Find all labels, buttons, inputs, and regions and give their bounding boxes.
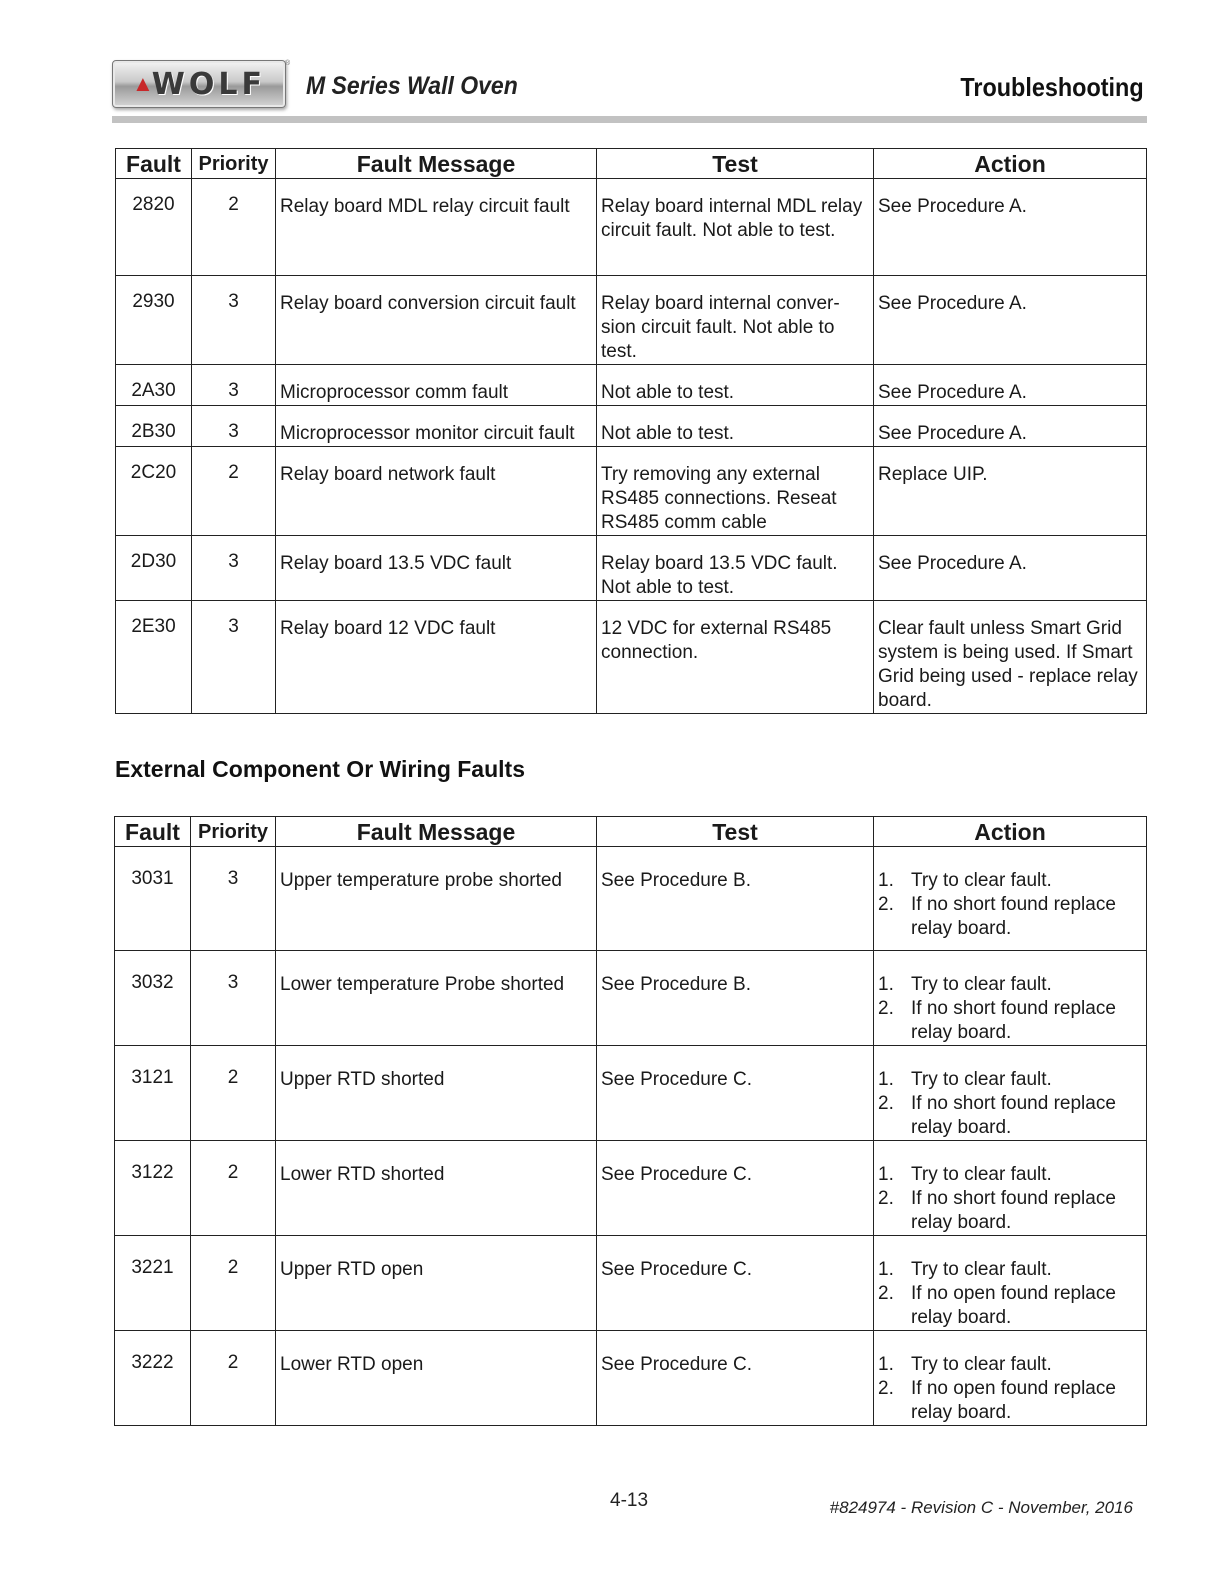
fault-message: Upper temperature probe shorted (276, 847, 597, 951)
table-row (115, 1236, 1147, 1331)
priority: 2 (191, 1236, 276, 1331)
action-step (878, 997, 1143, 1045)
step-text: If no short found replace relay board. (911, 894, 1116, 939)
step-text: Try to clear fault. (911, 1354, 1052, 1375)
action-step (878, 1163, 1143, 1187)
priority: 2 (192, 179, 276, 276)
action-steps (874, 1046, 1147, 1141)
col-test: Test (597, 817, 874, 847)
fault-code: 2C20 (116, 447, 192, 536)
fault-message: Relay board MDL relay circuit fault (276, 179, 597, 276)
priority: 3 (191, 951, 276, 1046)
step-number: 1. (878, 1069, 894, 1090)
fault-message: Relay board 13.5 VDC fault (276, 536, 597, 601)
fault-code: 3032 (115, 951, 191, 1046)
document-revision: #824974 - Revision C - November, 2016 (829, 1498, 1133, 1517)
step-text: Try to clear fault. (911, 974, 1052, 995)
step-text: If no short found replace relay board. (911, 1188, 1116, 1233)
logo-text: WOLF (151, 66, 266, 102)
action-step (878, 1353, 1143, 1377)
action-text: See Procedure A. (874, 365, 1147, 406)
priority: 2 (191, 1046, 276, 1141)
flame-icon: ▲ (132, 71, 154, 96)
test-text: Not able to test. (597, 406, 874, 447)
col-test: Test (597, 149, 874, 179)
action-step (878, 893, 1143, 941)
step-number: 2. (878, 1188, 894, 1209)
fault-message: Microprocessor monitor circuit fault (276, 406, 597, 447)
step-number: 2. (878, 1283, 894, 1304)
priority: 2 (192, 447, 276, 536)
table-row (116, 406, 1147, 447)
page-number: 4-13 (610, 1490, 649, 1511)
action-text: Replace UIP. (874, 447, 1147, 536)
action-step (878, 973, 1143, 997)
action-step (878, 1187, 1143, 1235)
col-fault: Fault (115, 817, 191, 847)
step-text: If no short found replace relay board. (911, 1093, 1116, 1138)
priority: 2 (191, 1331, 276, 1426)
fault-code: 2930 (116, 276, 192, 365)
table-header-row (116, 149, 1147, 179)
step-text: Try to clear fault. (911, 1069, 1052, 1090)
fault-code: 2E30 (116, 601, 192, 714)
fault-code: 2A30 (116, 365, 192, 406)
step-text: If no short found replace relay board. (911, 998, 1116, 1043)
test-text: See Procedure C. (597, 1236, 874, 1331)
fault-code: 2B30 (116, 406, 192, 447)
step-text: If no open found replace relay board. (911, 1378, 1116, 1423)
action-text: See Procedure A. (874, 406, 1147, 447)
table-row (116, 276, 1147, 365)
table-row (115, 1046, 1147, 1141)
fault-message: Relay board network fault (276, 447, 597, 536)
test-text: See Procedure C. (597, 1331, 874, 1426)
col-fault: Fault (116, 149, 192, 179)
col-priority: Priority (192, 149, 276, 179)
trademark-mark: ® (285, 60, 291, 67)
action-steps (874, 1331, 1147, 1426)
col-fault-message: Fault Message (276, 149, 597, 179)
test-text: Relay board internal MDL relay circuit fault. Not able to test. (597, 179, 874, 276)
col-priority: Priority (191, 817, 276, 847)
priority: 3 (191, 847, 276, 951)
test-text: See Procedure B. (597, 847, 874, 951)
col-fault-message: Fault Message (276, 817, 597, 847)
external-faults-table (114, 816, 1147, 1426)
col-action: Action (874, 149, 1147, 179)
action-step (878, 1068, 1143, 1092)
test-text: 12 VDC for external RS485 connection. (597, 601, 874, 714)
fault-message: Lower RTD shorted (276, 1141, 597, 1236)
external-faults-heading: External Component Or Wiring Faults (115, 756, 525, 782)
test-text: See Procedure C. (597, 1141, 874, 1236)
table-row (116, 365, 1147, 406)
action-text: See Procedure A. (874, 536, 1147, 601)
fault-message: Microprocessor comm fault (276, 365, 597, 406)
priority: 2 (191, 1141, 276, 1236)
fault-code: 2820 (116, 179, 192, 276)
action-steps (874, 951, 1147, 1046)
step-text: Try to clear fault. (911, 870, 1052, 891)
action-steps (874, 847, 1147, 951)
fault-message: Upper RTD shorted (276, 1046, 597, 1141)
document-title: M Series Wall Oven (306, 72, 518, 100)
priority: 3 (192, 406, 276, 447)
step-text: Try to clear fault. (911, 1164, 1052, 1185)
action-steps (874, 1141, 1147, 1236)
table-row (115, 951, 1147, 1046)
table-row (116, 179, 1147, 276)
wolf-logo (112, 60, 286, 108)
header-divider (112, 116, 1147, 123)
fault-code: 3121 (115, 1046, 191, 1141)
action-step (878, 1377, 1143, 1425)
table-row (115, 847, 1147, 951)
priority: 3 (192, 601, 276, 714)
table-row (115, 1331, 1147, 1426)
action-step (878, 869, 1143, 893)
internal-faults-table (115, 148, 1147, 714)
priority: 3 (192, 536, 276, 601)
step-number: 1. (878, 870, 894, 891)
fault-message: Lower temperature Probe shorted (276, 951, 597, 1046)
fault-code: 2D30 (116, 536, 192, 601)
test-text: Not able to test. (597, 365, 874, 406)
table-header-row (115, 817, 1147, 847)
action-text: Clear fault unless Smart Grid system is being used. If Smart Grid being used - replace relay board. (874, 601, 1147, 714)
step-text: Try to clear fault. (911, 1259, 1052, 1280)
fault-message: Relay board conversion circuit fault (276, 276, 597, 365)
step-number: 1. (878, 1354, 894, 1375)
fault-message: Lower RTD open (276, 1331, 597, 1426)
fault-message: Relay board 12 VDC fault (276, 601, 597, 714)
step-number: 2. (878, 1093, 894, 1114)
action-step (878, 1282, 1143, 1330)
fault-message: Upper RTD open (276, 1236, 597, 1331)
action-step (878, 1092, 1143, 1140)
action-text: See Procedure A. (874, 179, 1147, 276)
step-number: 1. (878, 974, 894, 995)
test-text: See Procedure B. (597, 951, 874, 1046)
step-number: 1. (878, 1259, 894, 1280)
action-step (878, 1258, 1143, 1282)
step-number: 2. (878, 998, 894, 1019)
table-row (115, 1141, 1147, 1236)
step-text: If no open found replace relay board. (911, 1283, 1116, 1328)
priority: 3 (192, 365, 276, 406)
fault-code: 3122 (115, 1141, 191, 1236)
test-text: Try removing any external RS485 connections. Reseat RS485 comm cable (597, 447, 874, 536)
table-row (116, 536, 1147, 601)
fault-code: 3221 (115, 1236, 191, 1331)
step-number: 2. (878, 894, 894, 915)
section-title: Troubleshooting (960, 72, 1144, 102)
fault-code: 3222 (115, 1331, 191, 1426)
step-number: 1. (878, 1164, 894, 1185)
step-number: 2. (878, 1378, 894, 1399)
action-steps (874, 1236, 1147, 1331)
fault-code: 3031 (115, 847, 191, 951)
action-text: See Procedure A. (874, 276, 1147, 365)
table-row (116, 601, 1147, 714)
table-row (116, 447, 1147, 536)
priority: 3 (192, 276, 276, 365)
test-text: Relay board 13.5 VDC fault. Not able to test. (597, 536, 874, 601)
test-text: Relay board internal conver-sion circuit fault. Not able to test. (597, 276, 874, 365)
col-action: Action (874, 817, 1147, 847)
test-text: See Procedure C. (597, 1046, 874, 1141)
